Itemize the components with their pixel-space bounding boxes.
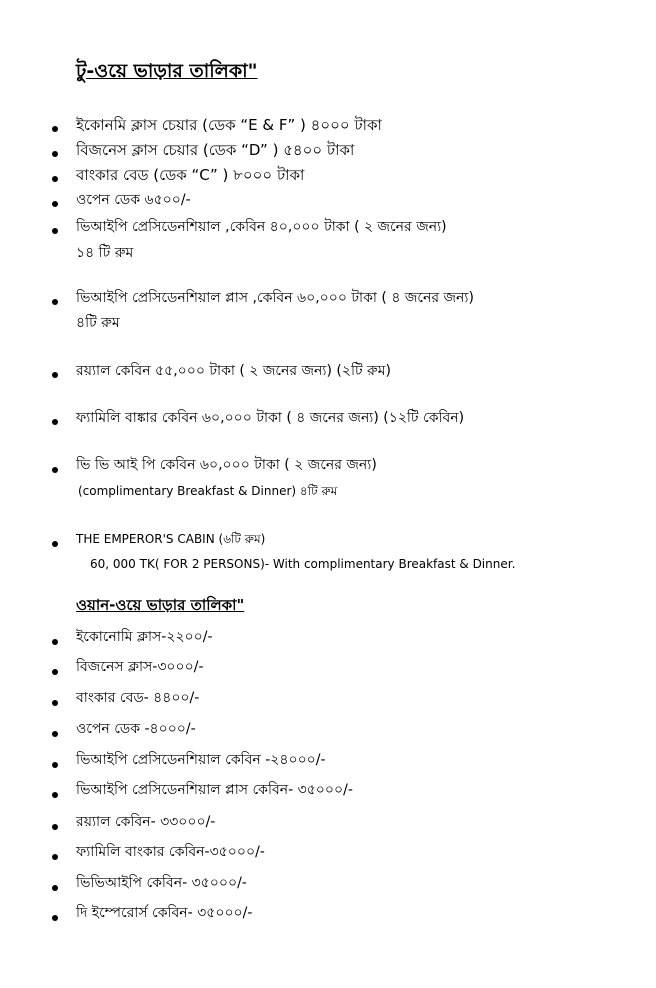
list-item: বাংকার বেড- ৪৪০০/- (76, 690, 200, 706)
bullet-icon (52, 372, 58, 378)
list-item: ভিআইপি প্রেসিডেনশিয়াল প্লাস ,কেবিন ৬০,০০০ টাকা ( ৪ জনের জন্য) (76, 290, 474, 306)
bullet-icon (52, 854, 58, 860)
list-item: ভিআইপি প্রেসিডেনশিয়াল ,কেবিন ৪০,০০০ টাকা ( ২ জনের জন্য) (76, 219, 447, 235)
list-item: ভিআইপি প্রেসিডেনশিয়াল প্লাস কেবিন- ৩৫০০০/- (76, 782, 353, 798)
bullet-icon (52, 467, 58, 473)
two-way-fare-heading: টু-ওয়ে ভাড়ার তালিকা" (76, 60, 258, 82)
list-item: ইকোনমি ক্লাস চেয়ার (ডেক “E & F” ) ৪০০০ টাকা (76, 116, 382, 134)
bullet-icon (52, 792, 58, 798)
bullet-icon (52, 669, 58, 675)
list-item: ফ্যামিলি বাংকার কেবিন-৩৫০০০/- (76, 844, 265, 860)
bullet-icon (52, 700, 58, 706)
bullet-icon (52, 915, 58, 921)
list-item-detail: ১৪ টি রুম (76, 245, 134, 261)
bullet-icon (52, 126, 58, 132)
list-item: বাংকার বেড (ডেক “C” ) ৮০০০ টাকা (76, 166, 305, 184)
bullet-icon (52, 639, 58, 645)
bullet-icon (52, 176, 58, 182)
list-item: বিজনেস ক্লাস-৩০০০/- (76, 659, 204, 675)
bullet-icon (52, 762, 58, 768)
list-item: ফ্যামিলি বাঙ্কার কেবিন ৬০,০০০ টাকা ( ৪ জনের জন্য) (১২টি কেবিন) (76, 410, 465, 426)
list-item: ভিআইপি প্রেসিডেনশিয়াল কেবিন -২৪০০০/- (76, 752, 326, 768)
list-item: ওপেন ডেক -৪০০০/- (76, 721, 196, 737)
one-way-fare-heading: ওয়ান-ওয়ে ভাড়ার তালিকা" (76, 596, 245, 614)
bullet-icon (52, 419, 58, 425)
list-item: বিজনেস ক্লাস চেয়ার (ডেক “D” ) ৫৪০০ টাকা (76, 141, 355, 159)
bullet-icon (52, 201, 58, 207)
list-item: ভিভিআইপি কেবিন- ৩৫০০০/- (76, 875, 247, 891)
bullet-icon (52, 151, 58, 157)
bullet-icon (52, 228, 58, 234)
bullet-icon (52, 541, 58, 547)
list-item: THE EMPEROR'S CABIN (৬টি রুম) (76, 532, 266, 546)
bullet-icon (52, 299, 58, 305)
bullet-icon (52, 885, 58, 891)
bullet-icon (52, 824, 58, 830)
list-item: রয়্যাল কেবিন- ৩৩০০০/- (76, 814, 216, 830)
bullet-icon (52, 731, 58, 737)
list-item: দি ইম্পেরোর্স কেবিন- ৩৫০০০/- (76, 905, 253, 921)
list-item-detail: ৪টি রুম (76, 315, 120, 331)
list-item: রয়্যাল কেবিন ৫৫,০০০ টাকা ( ২ জনের জন্য) (২টি রুম) (76, 363, 391, 379)
list-item-detail: (complimentary Breakfast & Dinner) ৪টি রুম (78, 484, 338, 498)
list-item: ভি ভি আই পি কেবিন ৬০,০০০ টাকা ( ২ জনের জন্য) (76, 457, 377, 473)
list-item: ওপেন ডেক ৬৫০০/- (76, 192, 191, 208)
list-item: ইকোনোমি ক্লাস-২২০০/- (76, 629, 213, 645)
list-item-detail: 60, 000 TK( FOR 2 PERSONS)- With complimentary Breakfast & Dinner. (90, 557, 516, 571)
